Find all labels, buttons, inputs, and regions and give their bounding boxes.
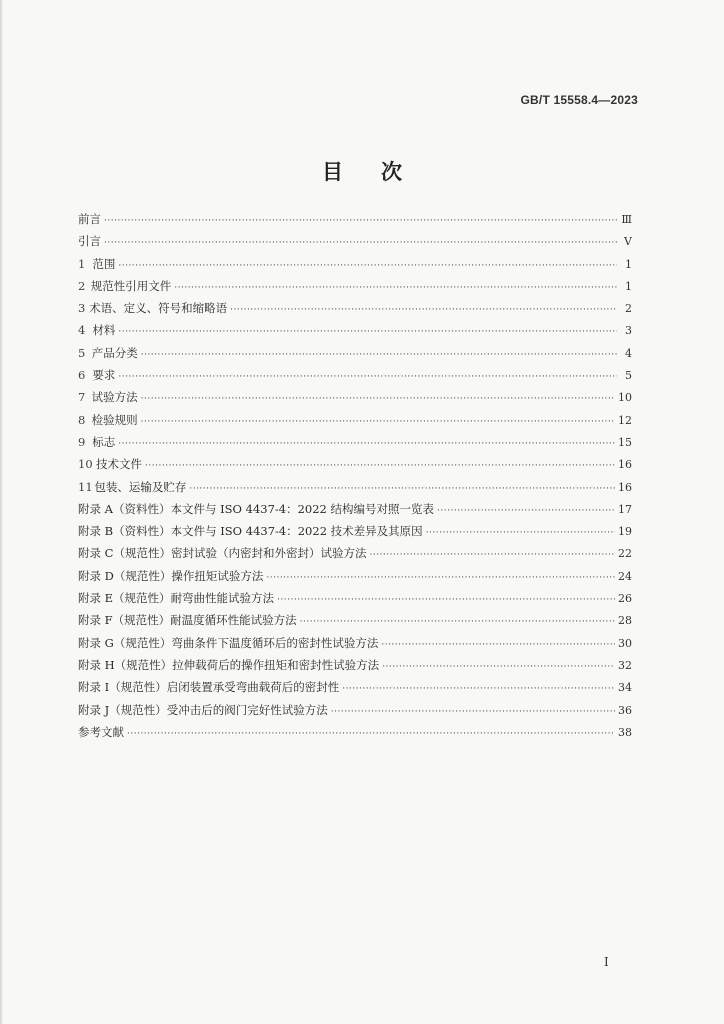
toc-entry-page: 4	[625, 346, 632, 360]
toc-entry-annex: 附录 H（规范性）	[78, 657, 173, 672]
toc-entry-label: 规范性引用文件	[90, 278, 172, 293]
toc-entry[interactable]	[78, 679, 632, 701]
toc-entry-number: 7	[78, 390, 86, 405]
toc-entry[interactable]	[78, 635, 632, 657]
toc-entry[interactable]	[78, 568, 632, 590]
toc-entry[interactable]	[78, 412, 632, 434]
toc-entry-page: 1	[625, 279, 632, 293]
toc-leader-dots	[141, 394, 615, 404]
toc-entry-label: 耐温度循环性能试验方法	[170, 613, 297, 628]
toc-entry-annex: 附录 C（规范性）	[78, 546, 171, 561]
toc-leader-dots	[300, 617, 615, 627]
toc-leader-dots	[127, 729, 615, 739]
toc-entry-label: 包装、运输及贮存	[94, 479, 187, 494]
toc-leader-dots	[369, 550, 615, 560]
toc-leader-dots	[174, 283, 617, 293]
toc-leader-dots	[266, 573, 615, 583]
toc-entry[interactable]	[78, 434, 632, 456]
toc-entry-number: 2	[78, 278, 86, 293]
toc-entry-label: 本文件与 ISO 4437-4：2022 技术差异及其原因	[170, 524, 423, 539]
toc-leader-dots	[230, 305, 617, 315]
toc-entry-label: 技术文件	[96, 457, 143, 472]
toc-entry-page: 28	[618, 614, 632, 628]
toc-entry-label: 前言	[78, 212, 101, 226]
toc-entry-page: 30	[618, 636, 632, 650]
toc-entry-page: 32	[618, 658, 632, 672]
standard-code: GB/T 15558.4—2023	[520, 93, 638, 107]
toc-entry-annex: 附录 A（资料性）	[78, 501, 171, 516]
toc-entry-label: 操作扭矩试验方法	[171, 568, 264, 583]
toc-entry-page: 38	[618, 725, 632, 739]
toc-entry-label: 材料	[92, 323, 116, 338]
toc-entry-page: Ⅲ	[621, 213, 632, 226]
page-title	[0, 156, 724, 186]
toc-entry-page: 17	[618, 502, 632, 516]
toc-entry-page: 24	[618, 569, 632, 583]
toc-entry-page: 26	[618, 592, 632, 606]
toc-entry[interactable]	[78, 345, 632, 367]
toc-entry-label: 本文件与 ISO 4437-4：2022 结构编号对照一览表	[170, 501, 435, 516]
toc-entry[interactable]	[78, 322, 632, 344]
toc-leader-dots	[331, 707, 615, 717]
toc-leader-dots	[118, 261, 617, 271]
toc-leader-dots	[382, 662, 615, 672]
toc-leader-dots	[104, 216, 617, 226]
toc-leader-dots	[141, 350, 617, 360]
page-number: Ⅰ	[604, 955, 609, 969]
toc-entry-label: 检验规则	[91, 412, 138, 427]
toc-entry-annex: 附录 E（规范性）	[78, 591, 171, 606]
toc-leader-dots	[145, 461, 615, 471]
toc-entry-number: 11	[78, 479, 93, 494]
toc-entry-label: 试验方法	[91, 390, 138, 405]
table-of-contents	[78, 211, 632, 746]
toc-entry-page: 3	[625, 324, 632, 338]
toc-entry[interactable]	[78, 479, 632, 501]
toc-entry-label: 要求	[92, 368, 116, 383]
toc-entry-number: 10	[78, 457, 93, 472]
toc-leader-dots	[118, 372, 617, 382]
toc-entry[interactable]	[78, 545, 632, 567]
toc-entry-page: 10	[618, 391, 632, 405]
scan-edge	[0, 0, 3, 1024]
toc-entry-label: 标志	[92, 434, 116, 449]
toc-leader-dots	[277, 595, 615, 605]
toc-leader-dots	[437, 506, 615, 516]
toc-entry-page: 5	[625, 369, 632, 383]
toc-entry-annex: 附录 J（规范性）	[78, 702, 167, 717]
toc-entry-page: 2	[625, 302, 632, 316]
toc-leader-dots	[426, 528, 615, 538]
toc-entry-label: 受冲击后的阀门完好性试验方法	[166, 702, 328, 717]
toc-entry-number: 1	[78, 256, 86, 271]
toc-entry[interactable]	[78, 523, 632, 545]
toc-entry-page: 16	[618, 480, 632, 494]
toc-leader-dots	[104, 238, 617, 248]
toc-entry-annex: 附录 D（规范性）	[78, 568, 172, 583]
toc-entry-page: 16	[618, 458, 632, 472]
toc-entry-page: 12	[618, 413, 632, 427]
toc-entry-page: 15	[618, 435, 632, 449]
toc-leader-dots	[118, 439, 615, 449]
toc-entry[interactable]	[78, 389, 632, 411]
toc-entry-page: 22	[618, 547, 632, 561]
toc-leader-dots	[118, 327, 617, 337]
toc-entry-label: 弯曲条件下温度循环后的密封性试验方法	[171, 635, 379, 650]
toc-entry[interactable]	[78, 233, 632, 255]
toc-entry[interactable]	[78, 590, 632, 612]
toc-entry-page: 34	[618, 681, 632, 695]
toc-entry-number: 9	[78, 434, 86, 449]
toc-entry-number: 6	[78, 368, 86, 383]
toc-entry-label: 术语、定义、符号和缩略语	[89, 301, 228, 316]
toc-entry[interactable]	[78, 211, 632, 233]
toc-entry-label: 启闭装置承受弯曲载荷后的密封性	[166, 680, 340, 695]
toc-entry[interactable]	[78, 300, 632, 322]
toc-leader-dots	[342, 684, 615, 694]
toc-entry[interactable]	[78, 278, 632, 300]
toc-entry-label: 范围	[92, 256, 116, 271]
toc-leader-dots	[141, 417, 615, 427]
toc-entry-number: 3	[78, 301, 86, 316]
toc-entry-page: 19	[618, 525, 632, 539]
toc-entry-number: 8	[78, 412, 86, 427]
toc-entry[interactable]	[78, 501, 632, 523]
toc-entry-label: 参考文献	[78, 724, 124, 739]
toc-entry-label: 耐弯曲性能试验方法	[170, 591, 275, 606]
toc-entry[interactable]	[78, 702, 632, 724]
title-char-1: 目	[322, 159, 343, 184]
toc-entry-number: 5	[78, 345, 86, 360]
title-char-2: 次	[381, 159, 402, 184]
toc-entry-page: 36	[618, 703, 632, 717]
toc-leader-dots	[381, 640, 615, 650]
toc-entry-label: 拉伸载荷后的操作扭矩和密封性试验方法	[172, 657, 380, 672]
toc-entry[interactable]	[78, 456, 632, 478]
toc-entry-label: 密封试验（内密封和外密封）试验方法	[170, 546, 367, 561]
toc-entry-annex: 附录 I（规范性）	[78, 680, 167, 695]
toc-entry[interactable]	[78, 724, 632, 746]
toc-entry-label: 引言	[78, 234, 101, 249]
toc-entry[interactable]	[78, 256, 632, 278]
toc-entry-page: 1	[625, 257, 632, 271]
toc-entry-number: 4	[78, 323, 86, 338]
toc-entry-annex: 附录 F（规范性）	[78, 613, 171, 628]
toc-entry[interactable]	[78, 657, 632, 679]
toc-leader-dots	[189, 484, 615, 494]
toc-entry[interactable]	[78, 612, 632, 634]
toc-entry-label: 产品分类	[91, 345, 138, 360]
toc-entry-page: Ⅴ	[624, 235, 632, 249]
toc-entry[interactable]	[78, 367, 632, 389]
toc-entry-annex: 附录 G（规范性）	[78, 635, 172, 650]
toc-entry-annex: 附录 B（资料性）	[78, 524, 171, 539]
